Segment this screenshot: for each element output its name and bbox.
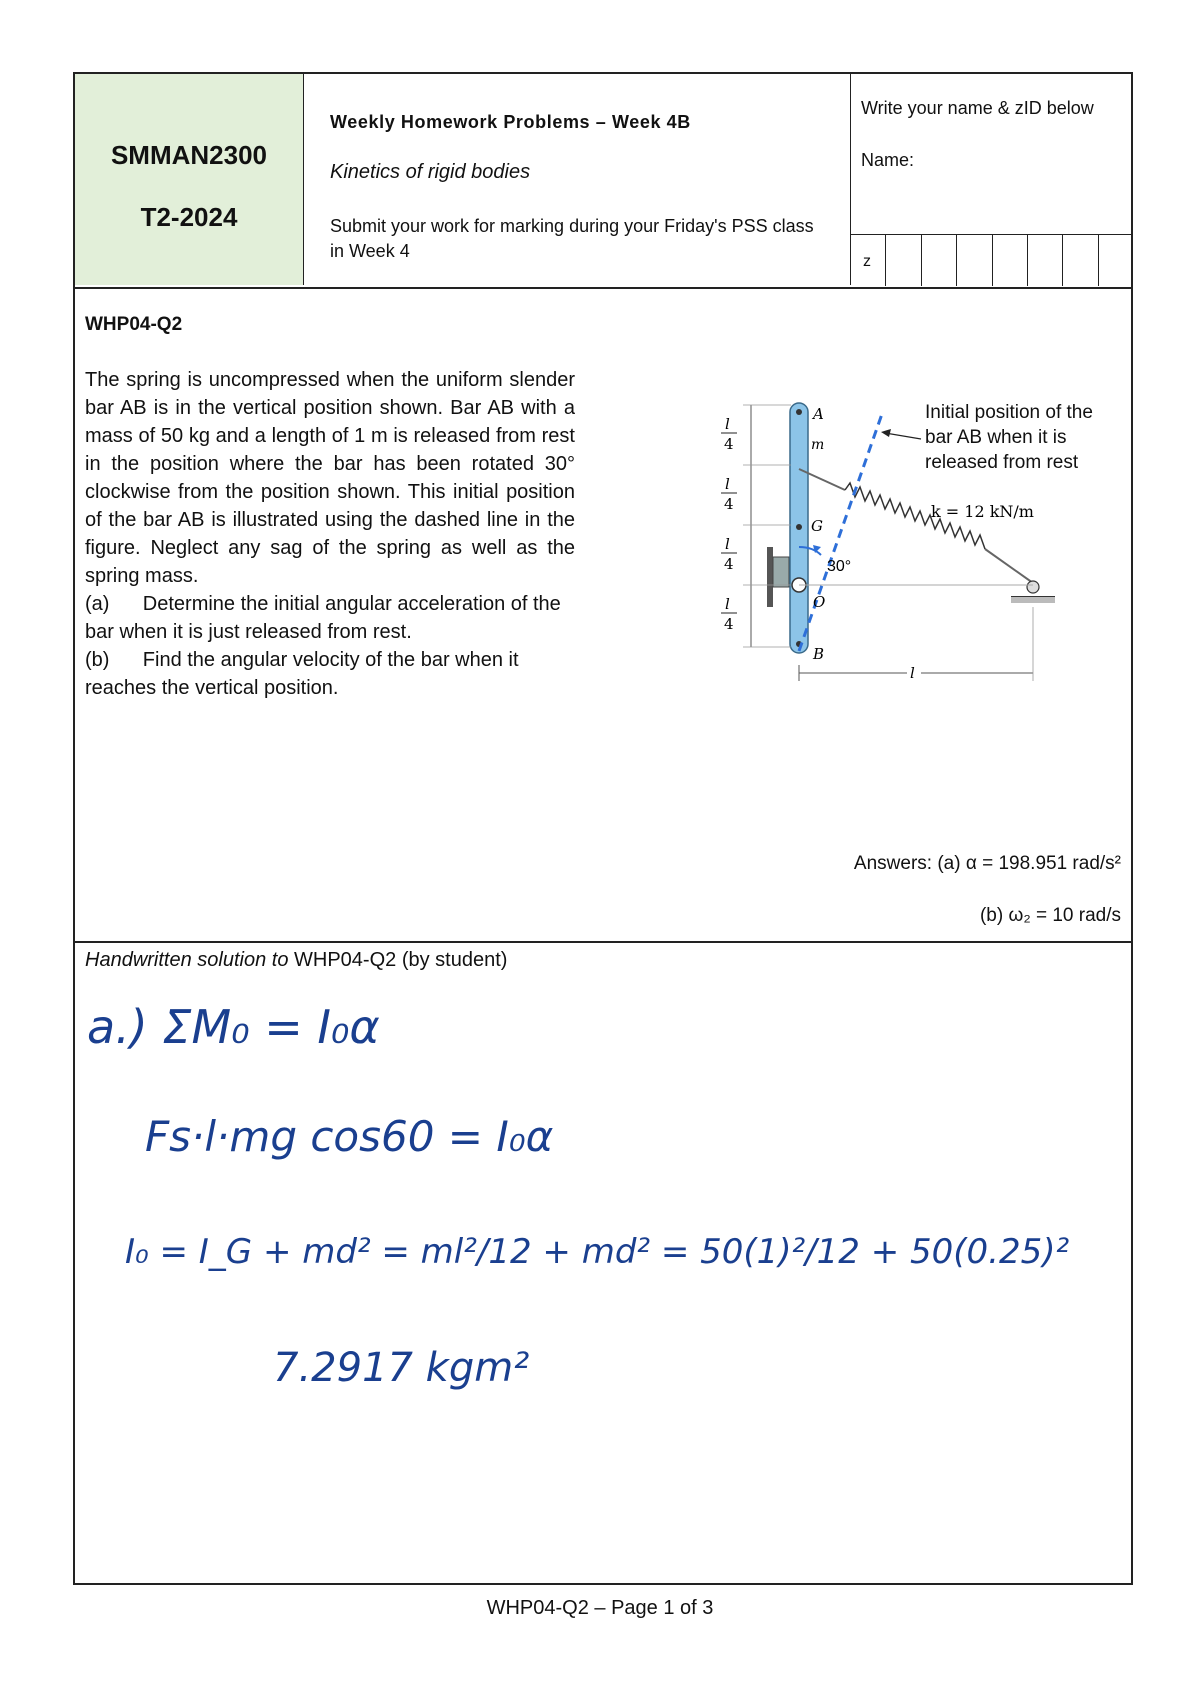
spring-rod-right xyxy=(985,549,1033,583)
solution-heading-rest: WHP04-Q2 (by student) xyxy=(288,949,508,971)
answer-a: Answers: (a) α = 198.951 rad/s² xyxy=(853,853,1121,874)
ground-hatch xyxy=(1011,597,1055,603)
point-a xyxy=(796,409,802,415)
zid-digit-box[interactable] xyxy=(1062,235,1097,286)
question-text xyxy=(85,366,575,702)
arrowhead xyxy=(881,429,891,437)
submit-note: Submit your work for marking during your Friday's PSS class in Week 4 xyxy=(330,216,814,261)
worksheet-title: Weekly Homework Problems – Week 4B xyxy=(330,112,691,132)
page-footer: WHP04-Q2 – Page 1 of 3 xyxy=(486,1597,714,1619)
worksheet-frame xyxy=(73,72,1133,1585)
write-name-label: Write your name & zID below xyxy=(861,98,1094,118)
handwritten-line-3: I₀ = I_G + md² = ml²/12 + md² = 50(1)²/12 + 50(0.25)² xyxy=(125,1232,1070,1272)
frac-num-1: l xyxy=(725,415,730,433)
frac-den-2: 4 xyxy=(724,495,734,513)
caption-arrow xyxy=(885,433,921,439)
handwritten-line-2: Fs·l·mg cos60 = I₀α xyxy=(145,1112,554,1161)
answer-b: (b) ω₂ = 10 rad/s xyxy=(979,905,1121,926)
label-a: A xyxy=(813,405,824,423)
question-id: WHP04-Q2 xyxy=(85,314,183,335)
frac-den-1: 4 xyxy=(724,435,734,453)
frac-num-2: l xyxy=(725,475,730,493)
question-body: The spring is uncompressed when the uniform slender bar AB is in the vertical position shown. Bar AB with a mass of 50 kg and a length of 1 m is released from rest in the position where the bar has been rotated 30° clockwise from the position shown. This initial position of the bar AB is illustrated using the dashed line in the figure. Neglect any sag of the spring as well as the spring mass. xyxy=(85,369,575,587)
question-part-a: (a) Determine the initial angular acceleration of the bar when it is just released from rest. xyxy=(85,593,567,643)
header-table xyxy=(75,74,1131,289)
title-cell xyxy=(304,74,851,285)
topic: Kinetics of rigid bodies xyxy=(330,161,531,183)
label-angle: 30° xyxy=(827,558,852,575)
pin-bracket xyxy=(773,557,789,587)
label-m: m xyxy=(811,437,825,453)
label-g: G xyxy=(811,517,823,535)
zid-digit-box[interactable] xyxy=(956,235,991,286)
question-section xyxy=(75,287,1131,943)
handwritten-solution xyxy=(75,973,1131,1453)
zid-digit-box[interactable] xyxy=(921,235,956,286)
student-id-cell xyxy=(851,74,1133,285)
zid-digit-box[interactable] xyxy=(885,235,920,286)
course-code: SMMAN2300 xyxy=(110,140,268,170)
zid-prefix: z xyxy=(863,253,871,270)
solution-heading xyxy=(85,949,507,972)
frac-den-3: 4 xyxy=(724,555,734,573)
zid-digit-box[interactable] xyxy=(1027,235,1062,286)
name-field[interactable]: Name: xyxy=(861,150,915,170)
frac-num-4: l xyxy=(725,595,730,613)
zid-digit-box[interactable] xyxy=(992,235,1027,286)
solution-section xyxy=(75,943,1131,1585)
course-term: T2-2024 xyxy=(140,202,238,232)
frac-num-3: l xyxy=(725,535,730,553)
figure-caption: Initial position of the bar AB when it is released from rest xyxy=(925,402,1093,473)
zid-digit-box[interactable] xyxy=(1098,235,1133,286)
zid-boxes xyxy=(851,234,1133,286)
solution-heading-italic: Handwritten solution to xyxy=(85,949,289,971)
question-part-b: (b) Find the angular velocity of the bar when it reaches the vertical position. xyxy=(85,649,525,699)
course-cell xyxy=(75,74,304,285)
label-b: B xyxy=(813,645,825,663)
handwritten-line-1: a.) ΣM₀ = I₀α xyxy=(87,1000,380,1054)
handwritten-line-4: 7.2917 kgm² xyxy=(273,1345,530,1391)
label-l: l xyxy=(910,664,915,682)
frac-den-4: 4 xyxy=(724,615,734,633)
label-o: O xyxy=(813,593,826,611)
point-g xyxy=(796,524,802,530)
wall-support xyxy=(767,547,773,607)
right-pin xyxy=(1027,581,1039,593)
label-spring-k: k = 12 kN/m xyxy=(931,502,1034,521)
